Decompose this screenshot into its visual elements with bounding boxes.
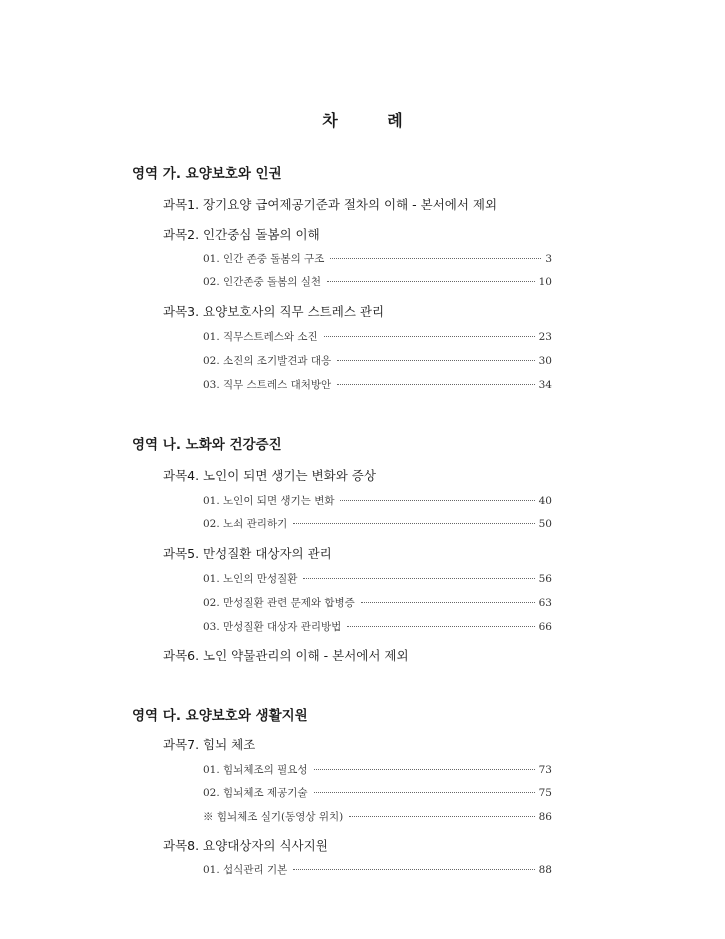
dot-leader xyxy=(337,384,534,385)
toc-entry-label: 02. 힘뇌체조 제공기술 xyxy=(203,787,308,799)
toc-entry-label: 02. 소진의 조기발견과 대응 xyxy=(203,355,332,367)
dot-leader xyxy=(340,500,534,501)
subject-heading: 과목5. 만성질환 대상자의 관리 xyxy=(163,546,332,561)
subject-heading: 과목2. 인간중심 돌봄의 이해 xyxy=(163,227,320,242)
toc-entry[interactable] xyxy=(203,329,552,344)
toc-entry-label: ※ 힘뇌체조 실기(동영상 위치) xyxy=(203,811,344,823)
toc-entry[interactable] xyxy=(203,516,552,531)
toc-entry-page: 75 xyxy=(538,787,552,799)
toc-entry-label: 01. 노인이 되면 생기는 변화 xyxy=(203,495,335,507)
toc-entry[interactable] xyxy=(203,493,552,508)
toc-entry-page: 73 xyxy=(538,764,552,776)
toc-entry[interactable] xyxy=(203,571,552,586)
toc-entry-page: 66 xyxy=(538,621,552,633)
toc-entry[interactable] xyxy=(203,785,552,800)
toc-entry-page: 40 xyxy=(538,495,552,507)
dot-leader xyxy=(337,360,534,361)
dot-leader xyxy=(349,816,534,817)
toc-entry-label: 03. 직무 스트레스 대처방안 xyxy=(203,379,332,391)
dot-leader xyxy=(293,523,534,524)
toc-entry-page: 23 xyxy=(538,331,552,343)
dot-leader xyxy=(347,626,534,627)
subject-heading: 과목7. 힘뇌 체조 xyxy=(163,737,256,752)
toc-entry-label: 02. 노쇠 관리하기 xyxy=(203,518,288,530)
dot-leader xyxy=(324,336,535,337)
subject-heading: 과목6. 노인 약물관리의 이해 - 본서에서 제외 xyxy=(163,648,409,663)
toc-entry-label: 03. 만성질환 대상자 관리방법 xyxy=(203,621,342,633)
toc-entry-page: 10 xyxy=(538,276,552,288)
toc-entry[interactable] xyxy=(203,595,552,610)
subject-heading: 과목3. 요양보호사의 직무 스트레스 관리 xyxy=(163,304,385,319)
toc-entry[interactable] xyxy=(203,862,552,877)
toc-entry[interactable] xyxy=(203,619,552,634)
toc-entry[interactable] xyxy=(203,809,552,824)
toc-entry-page: 34 xyxy=(538,379,552,391)
toc-entry-page: 56 xyxy=(538,573,552,585)
toc-entry-page: 3 xyxy=(545,253,552,265)
toc-entry-label: 02. 인간존중 돌봄의 실천 xyxy=(203,276,321,288)
toc-entry[interactable] xyxy=(203,274,552,289)
page-title: 차 례 xyxy=(322,111,425,130)
toc-entry[interactable] xyxy=(203,762,552,777)
toc-entry-label: 01. 직무스트레스와 소진 xyxy=(203,331,318,343)
toc-entry[interactable] xyxy=(203,353,552,368)
dot-leader xyxy=(293,869,534,870)
toc-entry-label: 01. 섭식관리 기본 xyxy=(203,864,288,876)
toc-entry-page: 88 xyxy=(538,864,552,876)
dot-leader xyxy=(361,602,535,603)
toc-entry-page: 50 xyxy=(538,518,552,530)
toc-entry-label: 01. 힘뇌체조의 필요성 xyxy=(203,764,308,776)
section-heading: 영역 나. 노화와 건강증진 xyxy=(132,437,282,453)
dot-leader xyxy=(314,769,535,770)
toc-entry-label: 02. 만성질환 관련 문제와 합병증 xyxy=(203,597,355,609)
subject-heading: 과목8. 요양대상자의 식사지원 xyxy=(163,838,328,853)
toc-entry[interactable] xyxy=(203,251,552,266)
toc-entry-label: 01. 노인의 만성질환 xyxy=(203,573,298,585)
dot-leader xyxy=(314,792,535,793)
section-heading: 영역 다. 요양보호와 생활지원 xyxy=(132,708,308,724)
subject-heading: 과목1. 장기요양 급여제공기준과 절차의 이해 - 본서에서 제외 xyxy=(163,197,498,212)
section-heading: 영역 가. 요양보호와 인권 xyxy=(132,166,282,182)
dot-leader xyxy=(327,281,535,282)
dot-leader xyxy=(330,258,541,259)
toc-entry-label: 01. 인간 존중 돌봄의 구조 xyxy=(203,253,325,265)
subject-heading: 과목4. 노인이 되면 생기는 변화와 증상 xyxy=(163,468,376,483)
dot-leader xyxy=(303,578,534,579)
toc-entry-page: 63 xyxy=(538,597,552,609)
toc-entry-page: 86 xyxy=(538,811,552,823)
toc-entry[interactable] xyxy=(203,377,552,392)
toc-entry-page: 30 xyxy=(538,355,552,367)
